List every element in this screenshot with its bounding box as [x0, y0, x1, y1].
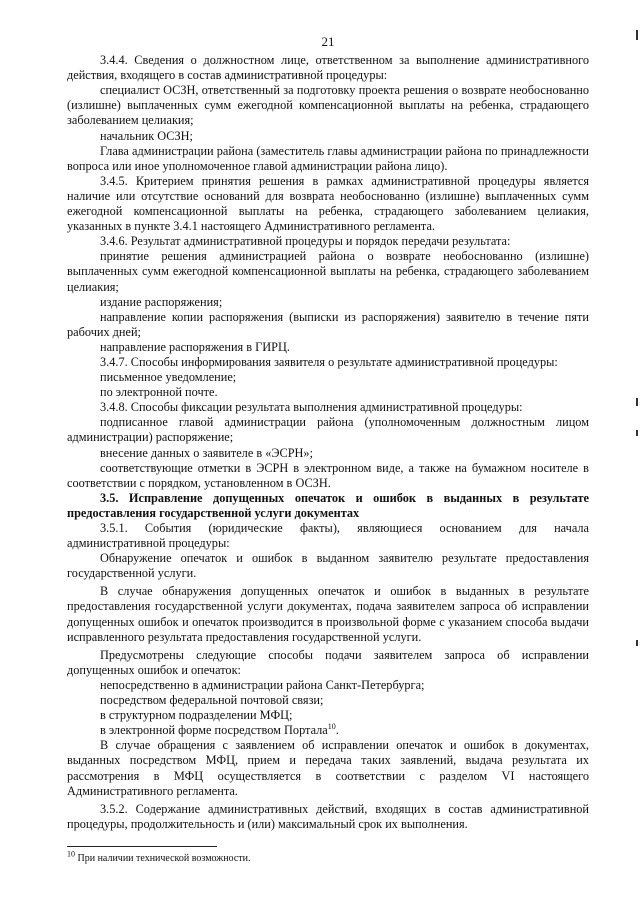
paragraph — [67, 234, 589, 249]
paragraph-text: Глава администрации района (заместитель главы администрации района по принадлежности вопроса или иное уполномоченное главой администрации района лицо). — [67, 143, 589, 173]
paragraph-text: в электронной форме посредством Портала — [100, 723, 328, 738]
paragraph — [67, 415, 589, 445]
footnote — [67, 849, 587, 865]
paragraph-text: внесение данных о заявителе в «ЭСРН»; — [100, 445, 313, 460]
scan-edge-mark — [636, 398, 638, 406]
paragraph — [67, 802, 589, 832]
paragraph-text: Предусмотрены следующие способы подачи заявителем запроса об исправлении допущенных ошибок и опечаток: — [67, 647, 589, 677]
paragraph-text: 3.5.2. Содержание административных действий, входящих в состав административной процедуры, продолжительность и (или) максимальный срок их выполнения. — [67, 801, 589, 831]
paragraph — [67, 340, 589, 355]
paragraph — [67, 678, 589, 693]
footnote-reference: 10 — [327, 722, 336, 732]
paragraph — [67, 144, 589, 174]
paragraph-text: издание распоряжения; — [100, 294, 223, 309]
paragraph-text: 3.4.8. Способы фиксации результата выполнения административной процедуры: — [100, 400, 523, 415]
paragraph-text: направление распоряжения в ГИРЦ. — [100, 339, 290, 354]
document-page — [67, 34, 589, 832]
paragraph — [67, 584, 589, 644]
paragraph-text: подписанное главой администрации района (уполномоченным должностным лицом администрации) распоряжение; — [67, 415, 589, 445]
scan-edge-mark — [636, 430, 638, 436]
paragraph-text: непосредственно в администрации района Санкт-Петербурга; — [100, 677, 425, 692]
paragraph-text: Обнаружение опечаток и ошибок в выданном заявителю результате предоставления государственной услуги. — [67, 551, 589, 581]
paragraph — [67, 723, 589, 738]
paragraph — [67, 738, 589, 798]
scan-edge-mark — [636, 30, 638, 40]
paragraph-text: В случае обращения с заявлением об исправлении опечаток и ошибок в документах, выданных посредством МФЦ, прием и передача таких заявлений, выдача результата их рассмотрения в МФЦ осуществляется в соответствии с разделом VI настоящего Административного регламента. — [67, 738, 589, 798]
paragraph — [67, 708, 589, 723]
paragraph-text: 3.4.7. Способы информирования заявителя о результате административной процедуры: — [100, 354, 558, 369]
page-number: 21 — [321, 34, 335, 49]
paragraph — [67, 551, 589, 581]
paragraph — [67, 53, 589, 83]
paragraph — [67, 385, 589, 400]
section-heading — [67, 491, 589, 521]
paragraph-text: направление копии распоряжения (выписки из распоряжения) заявителю в течение пяти рабочих дней; — [67, 309, 589, 339]
paragraph-text: по электронной почте. — [100, 385, 218, 400]
paragraph — [67, 446, 589, 461]
paragraph-text: 3.4.4. Сведения о должностном лице, ответственном за выполнение административного действия, входящего в состав административной процедуры: — [67, 53, 589, 83]
paragraph-text: в структурном подразделении МФЦ; — [100, 708, 293, 723]
footnote-text: При наличии технической возможности. — [77, 853, 251, 864]
paragraph-text: посредством федеральной почтовой связи; — [100, 693, 324, 708]
paragraph-text: специалист ОСЗН, ответственный за подготовку проекта решения о возврате необоснованно (излишне) выплаченных сумм ежегодной компенсационной выплаты на ребенка, страдающего заболеванием целиакия; — [67, 83, 589, 128]
scan-edge-mark — [636, 640, 638, 646]
paragraph — [67, 461, 589, 491]
paragraph — [67, 129, 589, 144]
paragraph — [67, 521, 589, 551]
footnote-mark: 10 — [67, 849, 75, 859]
paragraph — [67, 370, 589, 385]
paragraph-text: 3.5.1. События (юридические факты), являющиеся основанием для начала административной процедуры: — [67, 521, 589, 551]
paragraph — [67, 310, 589, 340]
paragraph-text: начальник ОСЗН; — [100, 128, 193, 143]
paragraph — [67, 83, 589, 128]
paragraph-text: 3.5. Исправление допущенных опечаток и ошибок в выданных в результате предоставления государственной услуги документах — [67, 490, 589, 520]
paragraph — [67, 295, 589, 310]
document-body — [67, 53, 589, 832]
paragraph — [67, 355, 589, 370]
footnote-separator — [67, 846, 217, 847]
paragraph — [67, 249, 589, 294]
paragraph-text: 3.4.6. Результат административной процедуры и порядок передачи результата: — [100, 234, 511, 249]
paragraph — [67, 174, 589, 234]
paragraph — [67, 693, 589, 708]
paragraph-text: 3.4.5. Критерием принятия решения в рамках административной процедуры является наличие или отсутствие оснований для возврата необоснованно (излишне) выплаченных сумм ежегодной компенсационной выплаты на ребенка, страдающего заболеванием целиакия, указанных в пункте 3.4.1 настоящего Административного регламента. — [67, 173, 589, 234]
paragraph — [67, 400, 589, 415]
paragraph — [67, 648, 589, 678]
paragraph-text: соответствующие отметки в ЭСРН в электронном виде, а также на бумажном носителе в соответствии с порядком, установленном в ОСЗН. — [67, 460, 589, 490]
paragraph-text: В случае обнаружения допущенных опечаток и ошибок в выданных в результате предоставления государственной услуги документах, подача заявителем запроса об исправлении допущенных ошибок и опечаток производится в произвольной форме с указанием способа выдачи исправленного результата предоставления государственной услуги. — [67, 584, 589, 644]
paragraph-suffix: . — [335, 723, 339, 738]
paragraph-text: письменное уведомление; — [100, 370, 237, 385]
paragraph-text: принятие решения администрацией района о возврате необоснованно (излишне) выплаченных сумм ежегодной компенсационной выплаты на ребенка, страдающего заболеванием целиакия; — [67, 249, 589, 294]
